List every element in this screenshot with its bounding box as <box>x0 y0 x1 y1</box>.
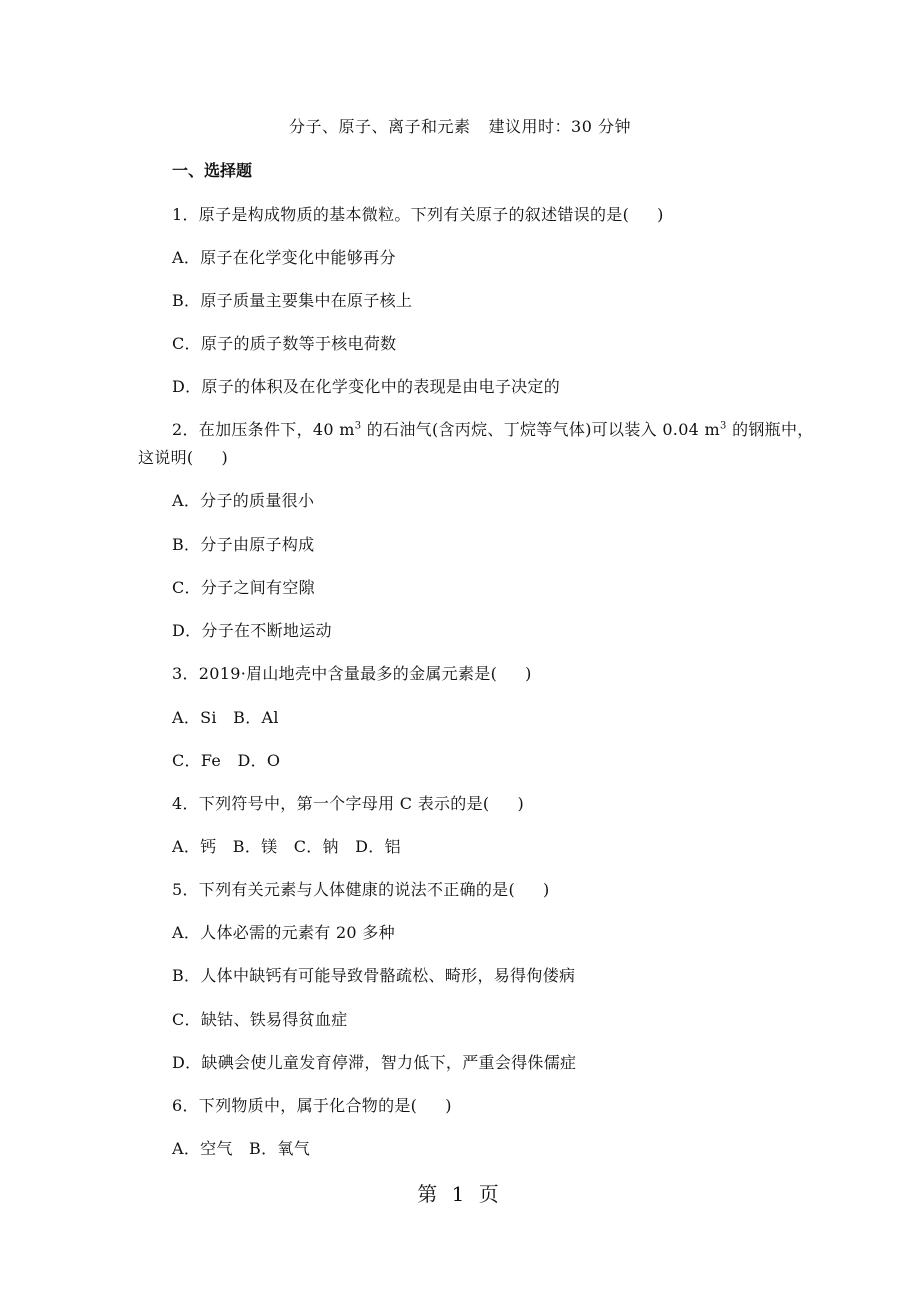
question-6-options: A．空气 B．氧气 <box>172 1139 311 1158</box>
question-2-option-b: B．分子由原子构成 <box>172 535 315 554</box>
section-heading: 一、选择题 <box>172 161 253 180</box>
question-5-option-b: B．人体中缺钙有可能导致骨骼疏松、畸形，易得佝偻病 <box>172 966 576 985</box>
title-text: 分子、原子、离子和元素 <box>289 117 471 136</box>
question-5-option-d: D．缺碘会使儿童发育停滞，智力低下，严重会得侏儒症 <box>172 1053 577 1072</box>
question-3-option-ab: A．Si B．Al <box>172 708 279 727</box>
question-2-option-a: A．分子的质量很小 <box>172 491 315 510</box>
question-2-stem: 2．在加压条件下，40 $m^3$ 的石油气(含丙烷、丁烷等气体)可以装入 0.04 $m^3$ 的钢瓶中， <box>172 420 814 439</box>
time-hint: 建议用时：30 分钟 <box>488 117 631 136</box>
question-5-stem: 5．下列有关元素与人体健康的说法不正确的是( ) <box>172 880 550 899</box>
question-3-stem: 3．2019·眉山地壳中含量最多的金属元素是( ) <box>172 664 532 683</box>
question-4-options: A．钙 B．镁 C．钠 D．铝 <box>172 837 401 856</box>
question-2-stem-line2: 这说明( ) <box>138 448 228 467</box>
page-title <box>0 114 920 137</box>
page-number: 第 1 页 <box>417 1182 503 1206</box>
question-1-option-b: B．原子质量主要集中在原子核上 <box>172 291 413 310</box>
question-1-option-c: C．原子的质子数等于核电荷数 <box>172 334 397 353</box>
question-1-stem: 1．原子是构成物质的基本微粒。下列有关原子的叙述错误的是( ) <box>172 205 664 224</box>
question-1-option-a: A．原子在化学变化中能够再分 <box>172 248 396 267</box>
question-4-stem: 4．下列符号中，第一个字母用 C 表示的是( ) <box>172 794 524 813</box>
question-1-option-d: D．原子的体积及在化学变化中的表现是由电子决定的 <box>172 377 561 396</box>
question-5-option-c: C．缺钴、铁易得贫血症 <box>172 1010 348 1029</box>
question-2-option-c: C．分子之间有空隙 <box>172 578 315 597</box>
question-3-option-cd: C．Fe D．O <box>172 751 281 770</box>
question-2-option-d: D．分子在不断地运动 <box>172 621 332 640</box>
question-6-stem: 6．下列物质中，属于化合物的是( ) <box>172 1096 452 1115</box>
question-5-option-a: A．人体必需的元素有 20 多种 <box>172 923 395 942</box>
